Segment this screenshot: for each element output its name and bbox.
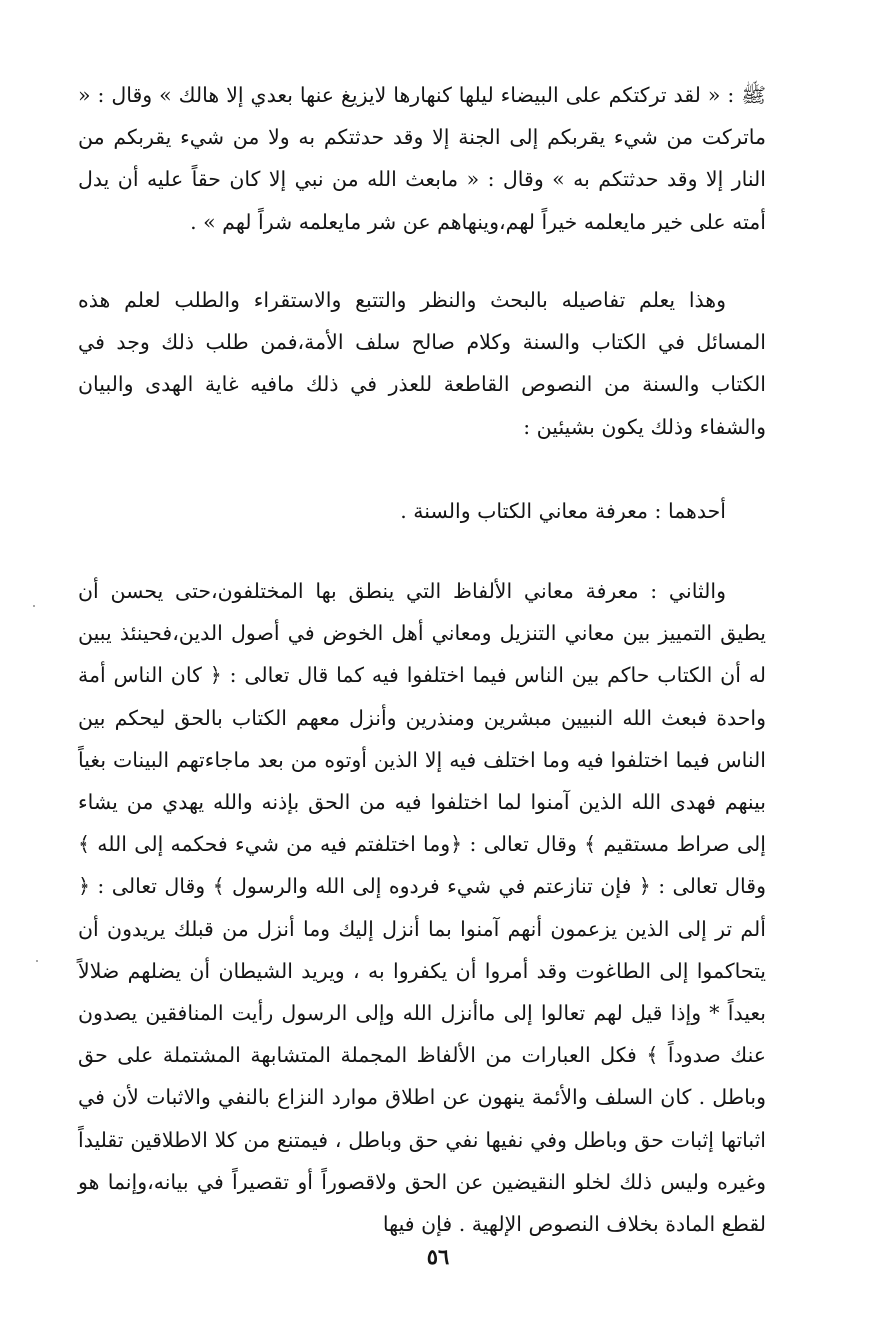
- paragraph-first-matter: أحدهما : معرفة معاني الكتاب والسنة .: [400, 499, 726, 523]
- paragraph-second-matter: والثاني : معرفة معاني الألفاظ التي ينطق بها المختلفون،حتى يحسن أن يطيق التمييز بين معاني التنزيل ومعاني أهل الخوض في أصول الدين،فحينئذ يبين له أن الكتاب حاكم بين الناس فيما اختلفوا فيه كما قال تعالى : ﴿ كان الناس أمة واحدة فبعث الله النبيين مبشرين ومنذرين وأنزل معهم الكتاب بالحق ليحكم بين الناس فيما اختلفوا فيه وما اختلف فيه إلا الذين أوتوه من بعد ماجاءتهم البينات بغياً بينهم فهدى الله الذين آمنوا لما اختلفوا فيه من الحق بإذنه والله يهدي من يشاء إلى صراط مستقيم ﴾ وقال تعالى : ﴿وما اختلفتم فيه من شيء فحكمه إلى الله ﴾ وقال تعالى : ﴿ فإن تنازعتم في شيء فردوه إلى الله والرسول ﴾ وقال تعالى : ﴿ ألم تر إلى الذين يزعمون أنهم آمنوا بما أنزل إليك وما أنزل من قبلك يريدون أن يتحاكموا إلى الطاغوت وقد أمروا أن يكفروا به ، ويريد الشيطان أن يضلهم ضلالاً بعيداً * وإذا قيل لهم تعالوا إلى ماأنزل الله وإلى الرسول رأيت المنافقين يصدون عنك صدوداً ﴾ فكل العبارات من الألفاظ المجملة المتشابهة المشتملة على حق وباطل . كان السلف والأئمة ينهون عن اطلاق موارد النزاع بالنفي والاثبات لأن في اثباتها إثبات حق وباطل وفي نفيها نفي حق وباطل ، فيمتنع من كلا الاطلاقين تقليداً وغيره وليس ذلك لخلو النقيضين عن الحق ولاقصوراً أو تقصيراً في بيانه،وإنما هو لقطع المادة بخلاف النصوص الإلهية . فإن فيها: [78, 579, 766, 1237]
- paragraph-hadith-quotes: ﷺ : « لقد تركتكم على البيضاء ليلها كنهارها لايزيغ عنها بعدي إلا هالك » وقال : « ماتركت من شيء يقربكم إلى الجنة إلا وقد حدثتكم به ولا من شيء يقربكم من النار إلا وقد حدثتكم به » وقال : « مابعث الله من نبي إلا كان حقاً عليه أن يدل أمته على خير مايعلمه خيراً لهم،وينهاهم عن شر مايعلمه شراً لهم » .: [78, 83, 766, 234]
- paragraph-seeking-knowledge: وهذا يعلم تفاصيله بالبحث والنظر والتتبع والاستقراء والطلب لعلم هذه المسائل في الكتاب والسنة وكلام صالح سلف الأمة،فمن طلب ذلك وجد في الكتاب والسنة من النصوص القاطعة للعذر في ذلك مافيه غاية الهدى والبيان والشفاء وذلك يكون بشيئين :: [78, 288, 766, 439]
- scan-speck: [36, 960, 38, 962]
- scan-speck: [33, 605, 35, 607]
- page-number: ٥٦: [426, 1244, 450, 1269]
